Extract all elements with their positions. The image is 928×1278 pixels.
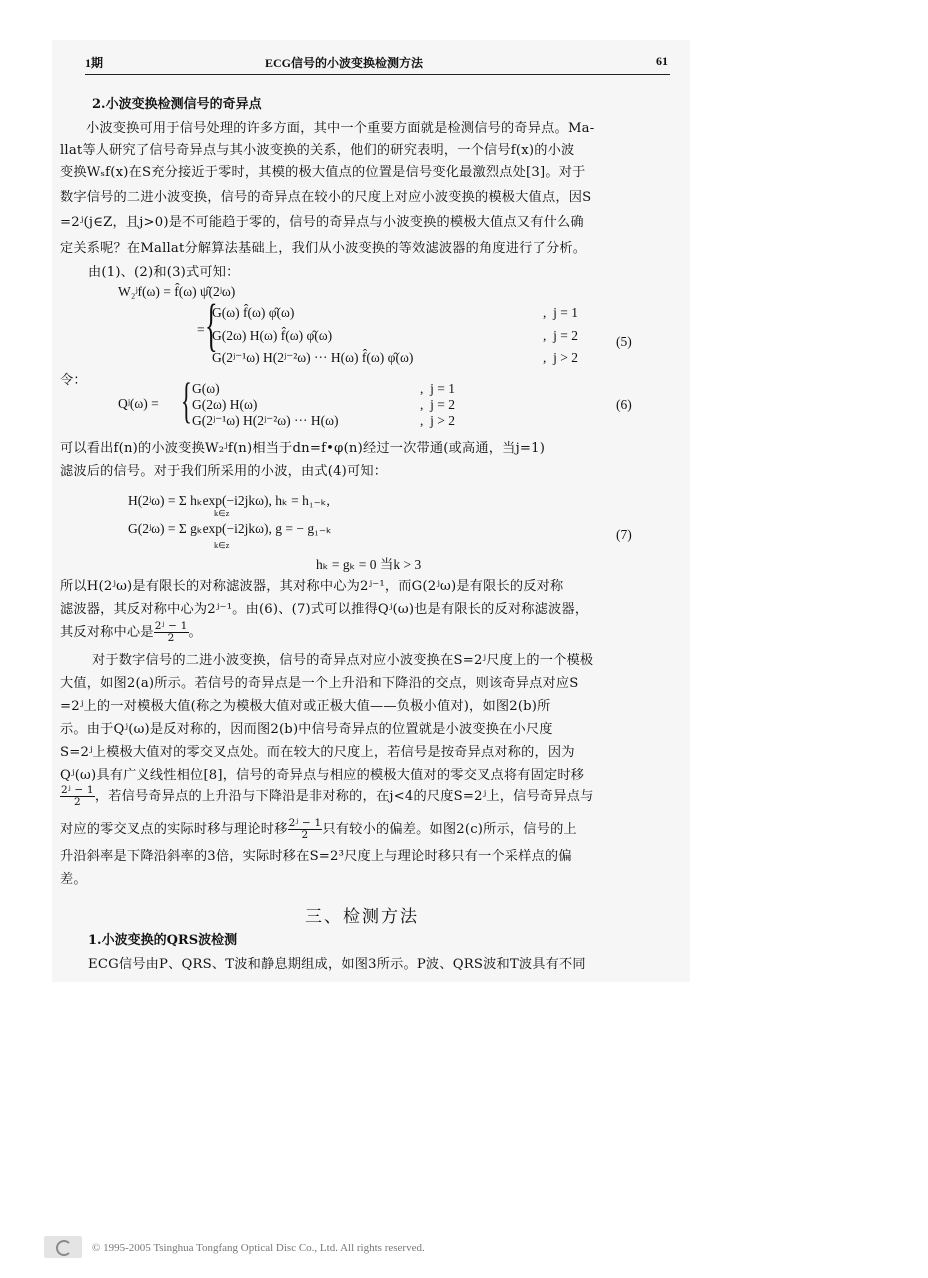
eq6-lhs: Qʲ(ω) = xyxy=(118,396,159,411)
eq6-case-cond: , j = 1 xyxy=(420,381,455,396)
equation-number: (7) xyxy=(616,527,632,542)
eq5-case-cond: , j > 2 xyxy=(543,350,578,365)
text-line: =2ʲ上的一对模极大值(称之为模极大值对或正极大值——负极小值对)，如图2(b)所 xyxy=(60,699,551,714)
sum-index: k∈z xyxy=(214,508,230,518)
fraction: $\frac{\text{2ʲ − 1}}{2}$ xyxy=(61,784,94,809)
text-line: $\frac{\text{2ʲ − 1}}{2}$ ，若信号奇异点的上升沿与下降沿是非对称的，在j<4的尺度S=2ʲ上，信号奇异点与 xyxy=(61,784,594,809)
text-line: 所以H(2ʲω)是有限长的对称滤波器，其对称中心为2ʲ⁻¹，而G(2ʲω)是有限长的反对称 xyxy=(60,579,564,594)
text-line: 差。 xyxy=(60,872,87,887)
fraction: $\frac{\text{2ʲ − 1}}{2}$ xyxy=(288,817,322,842)
text-line: 定关系呢？在Mallat分解算法基础上，我们从小波变换的等效滤波器的角度进行了分析。 xyxy=(60,241,587,256)
publisher-logo-icon xyxy=(44,1236,82,1258)
eq5-case-cond: , j = 1 xyxy=(543,305,578,320)
subsection-heading: 1.小波变换的QRS波检测 xyxy=(88,933,238,948)
equation-number: (6) xyxy=(616,397,632,412)
sum-index: k∈z xyxy=(214,540,230,550)
equation-number: (5) xyxy=(616,334,632,349)
text-line: S=2ʲ上模极大值对的零交叉点处。而在较大的尺度上，若信号是按奇异点对称的，因为 xyxy=(60,745,575,760)
issue-number: 1期 xyxy=(85,56,104,70)
text-line: 对于数字信号的二进小波变换，信号的奇异点对应小波变换在S=2ʲ尺度上的一个模极 xyxy=(92,653,594,668)
text-line: Qʲ(ω)具有广义线性相位[8]，信号的奇异点与相应的模极大值对的零交叉点将有固定时移 xyxy=(60,768,585,783)
copyright-notice: © 1995-2005 Tsinghua Tongfang Optical Disc Co., Ltd. All rights reserved. xyxy=(92,1242,425,1254)
text-line: llat等人研究了信号奇异点与其小波变换的关系，他们的研究表明，一个信号f(x)的小波 xyxy=(60,143,575,158)
eq6-brace: { xyxy=(181,372,192,428)
eq7-line: H(2ʲω) = Σ hₖexp(−i2jkω), hₖ = h₁₋ₖ, xyxy=(128,493,330,508)
eq5-case-expr: G(2ω) H(ω) f̂(ω) φ̂(ω) xyxy=(212,328,333,343)
text-line: 滤波后的信号。对于我们所采用的小波，由式(4)可知： xyxy=(60,464,388,479)
eq7-line: G(2ʲω) = Σ gₖexp(−i2jkω), g = − g₁₋ₖ xyxy=(128,521,332,536)
text-line: 滤波器，其反对称中心为2ʲ⁻¹。由(6)、(7)式可以推得Qʲ(ω)也是有限长的反对称滤波器， xyxy=(60,602,589,617)
text-line: 可以看出f(n)的小波变换W₂ʲf(n)相当于dn=f•φ(n)经过一次带通(或高通，当j=1) xyxy=(60,441,546,456)
let-label: 令： xyxy=(60,373,87,388)
text-line: 变换Wₛf(x)在S充分接近于零时，其模的极大值点的位置是信号变化最激烈点处[3]。对于 xyxy=(60,165,586,180)
eq7-line: hₖ = gₖ = 0 当k > 3 xyxy=(316,557,422,572)
text-line: 升沿斜率是下降沿斜率的3倍，实际时移在S=2³尺度上与理论时移只有一个采样点的偏 xyxy=(60,849,572,864)
eq6-case-expr: G(2ʲ⁻¹ω) H(2ʲ⁻²ω) ··· H(ω) xyxy=(192,413,339,428)
eq5-case-expr: G(ω) f̂(ω) φ̂(ω) xyxy=(212,305,295,320)
eq6-case-expr: G(ω) xyxy=(192,381,220,396)
text-line: =2ʲ(j∈Z，且j>0)是不可能趋于零的，信号的奇异点与小波变换的模极大值点又有什么确 xyxy=(60,215,584,230)
eq5-brace: { xyxy=(205,292,218,357)
running-header xyxy=(85,52,670,75)
text-line: 数字信号的二进小波变换，信号的奇异点在较小的尺度上对应小波变换的模极大值点，因S xyxy=(60,190,592,205)
text-line: 对应的零交叉点的实际时移与理论时移 $\frac{\text{2ʲ − 1}}{2}$ 只有较小的偏差。如图2(c)所示，信号的上 xyxy=(60,817,577,842)
running-title: ECG信号的小波变换检测方法 xyxy=(265,56,424,70)
eq5-equals: = xyxy=(197,322,205,337)
eq5-case-cond: , j = 2 xyxy=(543,328,578,343)
text-line: 小波变换可用于信号处理的许多方面，其中一个重要方面就是检测信号的奇异点。Ma- xyxy=(86,121,595,136)
eq5-lhs: W₂ʲf(ω) = f̂(ω) ψ̂(2ʲω) xyxy=(118,284,236,299)
section-title: 三、检测方法 xyxy=(305,907,419,927)
footer xyxy=(40,1236,680,1262)
text-line: 其反对称中心是 $\frac{\text{2ʲ − 1}}{2}$ 。 xyxy=(60,620,202,645)
equation-intro: 由(1)、(2)和(3)式可知： xyxy=(88,265,240,280)
page-number: 61 xyxy=(656,54,668,68)
eq6-case-cond: , j > 2 xyxy=(420,413,455,428)
section-heading: 2.小波变换检测信号的奇异点 xyxy=(92,97,262,112)
text-line: 示。由于Qʲ(ω)是反对称的，因而图2(b)中信号奇异点的位置就是小波变换在小尺度 xyxy=(60,722,553,737)
eq6-case-expr: G(2ω) H(ω) xyxy=(192,397,258,412)
fraction: $\frac{\text{2ʲ − 1}}{2}$ xyxy=(154,620,188,645)
text-line: 大值，如图2(a)所示。若信号的奇异点是一个上升沿和下降沿的交点，则该奇异点对应S xyxy=(60,676,579,691)
text-line: ECG信号由P、QRS、T波和静息期组成，如图3所示。P波、QRS波和T波具有不同 xyxy=(88,957,586,972)
eq5-case-expr: G(2ʲ⁻¹ω) H(2ʲ⁻²ω) ··· H(ω) f̂(ω) φ̂(ω) xyxy=(212,350,414,365)
eq6-case-cond: , j = 2 xyxy=(420,397,455,412)
